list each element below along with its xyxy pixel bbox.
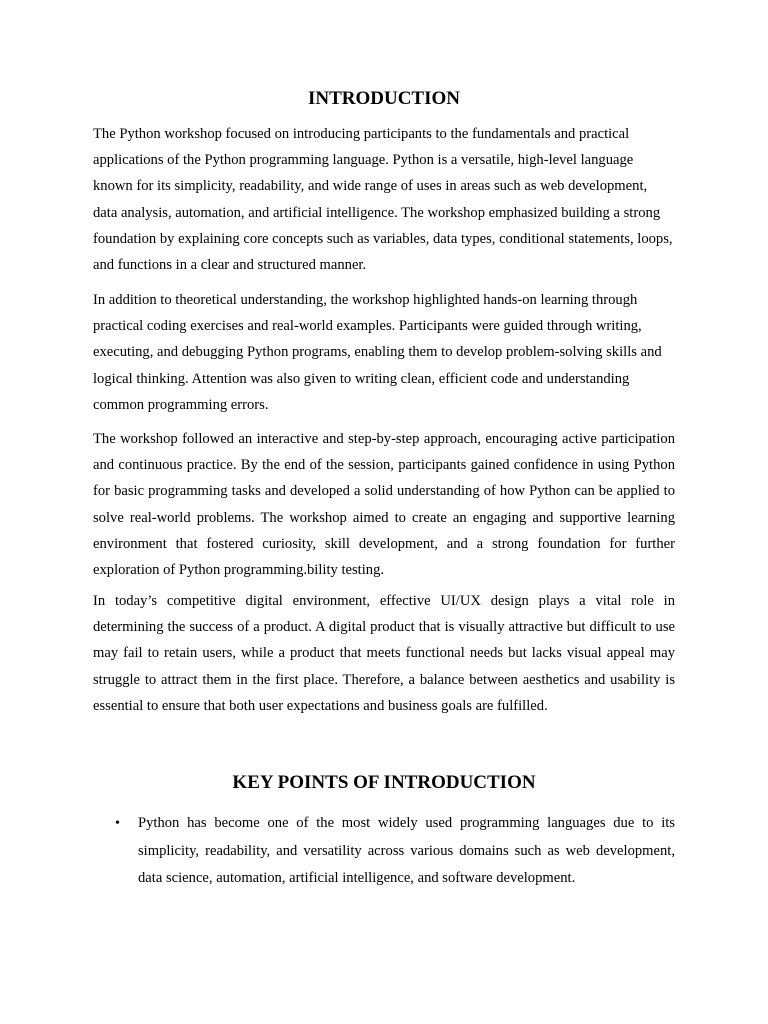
section-title-introduction: INTRODUCTION (307, 88, 461, 109)
paragraph-3: The workshop followed an interactive and step-by-step approach, encouraging active participation and continuous practice. By the end of the session, participants gained confidence in using Python for basic programming tasks and developed a solid understanding of how Python can be applied to solve real-world problems. The workshop aimed to create an engaging and supportive learning environment that fostered curiosity, skill development, and a strong foundation for further exploration of Python programming.bility testing. (93, 431, 675, 579)
bullet-text: Python has become one of the most widely used programming languages due to its simplicity, readability, and versatility across various domains such as web development, data science, automation, artificial intelligence, and software development. (138, 815, 675, 886)
list-item (93, 810, 675, 893)
key-points-list (93, 810, 675, 893)
paragraph-1: The Python workshop focused on introducing participants to the fundamentals and practical applications of the Python programming language. Python is a versatile, high-level language known for its simplicity, readability, and wide range of uses in areas such as web development, data analysis, automation, and artificial intelligence. The workshop emphasized building a strong foundation by explaining core concepts such as variables, data types, conditional statements, loops, and functions in a clear and structured manner. (93, 126, 673, 274)
section-title-key-points: KEY POINTS OF INTRODUCTION (232, 772, 536, 793)
paragraph-2: In addition to theoretical understanding, the workshop highlighted hands-on learning through practical coding exercises and real-world examples. Participants were guided through writing, executing, and debugging Python programs, enabling them to develop problem-solving skills and logical thinking. Attention was also given to writing clean, efficient code and understanding common programming errors. (93, 292, 662, 413)
bullet-icon: • (115, 816, 120, 831)
paragraph-4: In today’s competitive digital environment, effective UI/UX design plays a vital role in determining the success of a product. A digital product that is visually attractive but difficult to use may fail to retain users, while a product that meets functional needs but lacks visual appeal may struggle to attract them in the first place. Therefore, a balance between aesthetics and usability is essential to ensure that both user expectations and business goals are fulfilled. (93, 593, 675, 714)
